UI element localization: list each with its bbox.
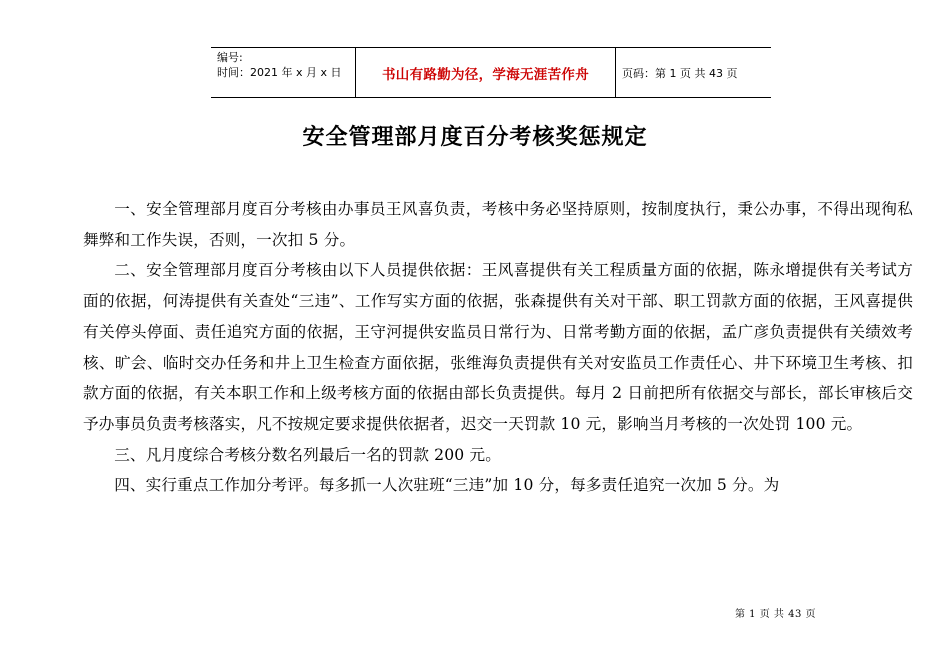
paragraph-4: 四、实行重点工作加分考评。每多抓一人次驻班“三违”加 10 分，每多责任追究一次加 5 分。为: [114, 476, 780, 495]
paragraph-1: 一、安全管理部月度百分考核由办事员王风喜负责，考核中务必坚持原则，按制度执行，秉公办事，不得出现徇私舞弊和工作失误，否则，一次扣 5 分。: [83, 200, 913, 249]
header-motto: 书山有路勤为径，学海无涯苦作舟: [356, 48, 616, 97]
header-page-info: 页码：第 1 页 共 43 页: [622, 66, 738, 80]
document-number-label: 编号:: [217, 51, 243, 64]
document-time-label: 时间：2021 年 x 月 x 日: [217, 66, 342, 79]
document-body: [83, 194, 913, 501]
paragraph-3: 三、凡月度综合考核分数名列最后一名的罚款 200 元。: [114, 445, 501, 464]
header-meta-cell: [211, 48, 356, 97]
paragraph-2: 二、安全管理部月度百分考核由以下人员提供依据：王风喜提供有关工程质量方面的依据，陈永增提供有关考试方面的依据，何涛提供有关查处“三违”、工作写实方面的依据，张森提供有关对干部、职工罚款方面的依据，王风喜提供有关停头停面、责任追究方面的依据，王守河提供安监员日常行为、日常考勤方面的依据，孟广彦负责提供有关绩效考核、旷会、临时交办任务和井上卫生检查方面依据，张维海负责提供有关对安监员工作责任心、井下环境卫生考核、扣款方面的依据，有关本职工作和上级考核方面的依据由部长负责提供。每月 2 日前把所有依据交与部长，部长审核后交予办事员负责考核落实，凡不按规定要求提供依据者，迟交一天罚款 10 元，影响当月考核的一次处罚 100 元。: [83, 261, 913, 433]
document-title: 安全管理部月度百分考核奖惩规定: [302, 125, 648, 150]
page-footer: 第 1 页 共 43 页: [735, 609, 816, 620]
document-header: [211, 47, 771, 98]
